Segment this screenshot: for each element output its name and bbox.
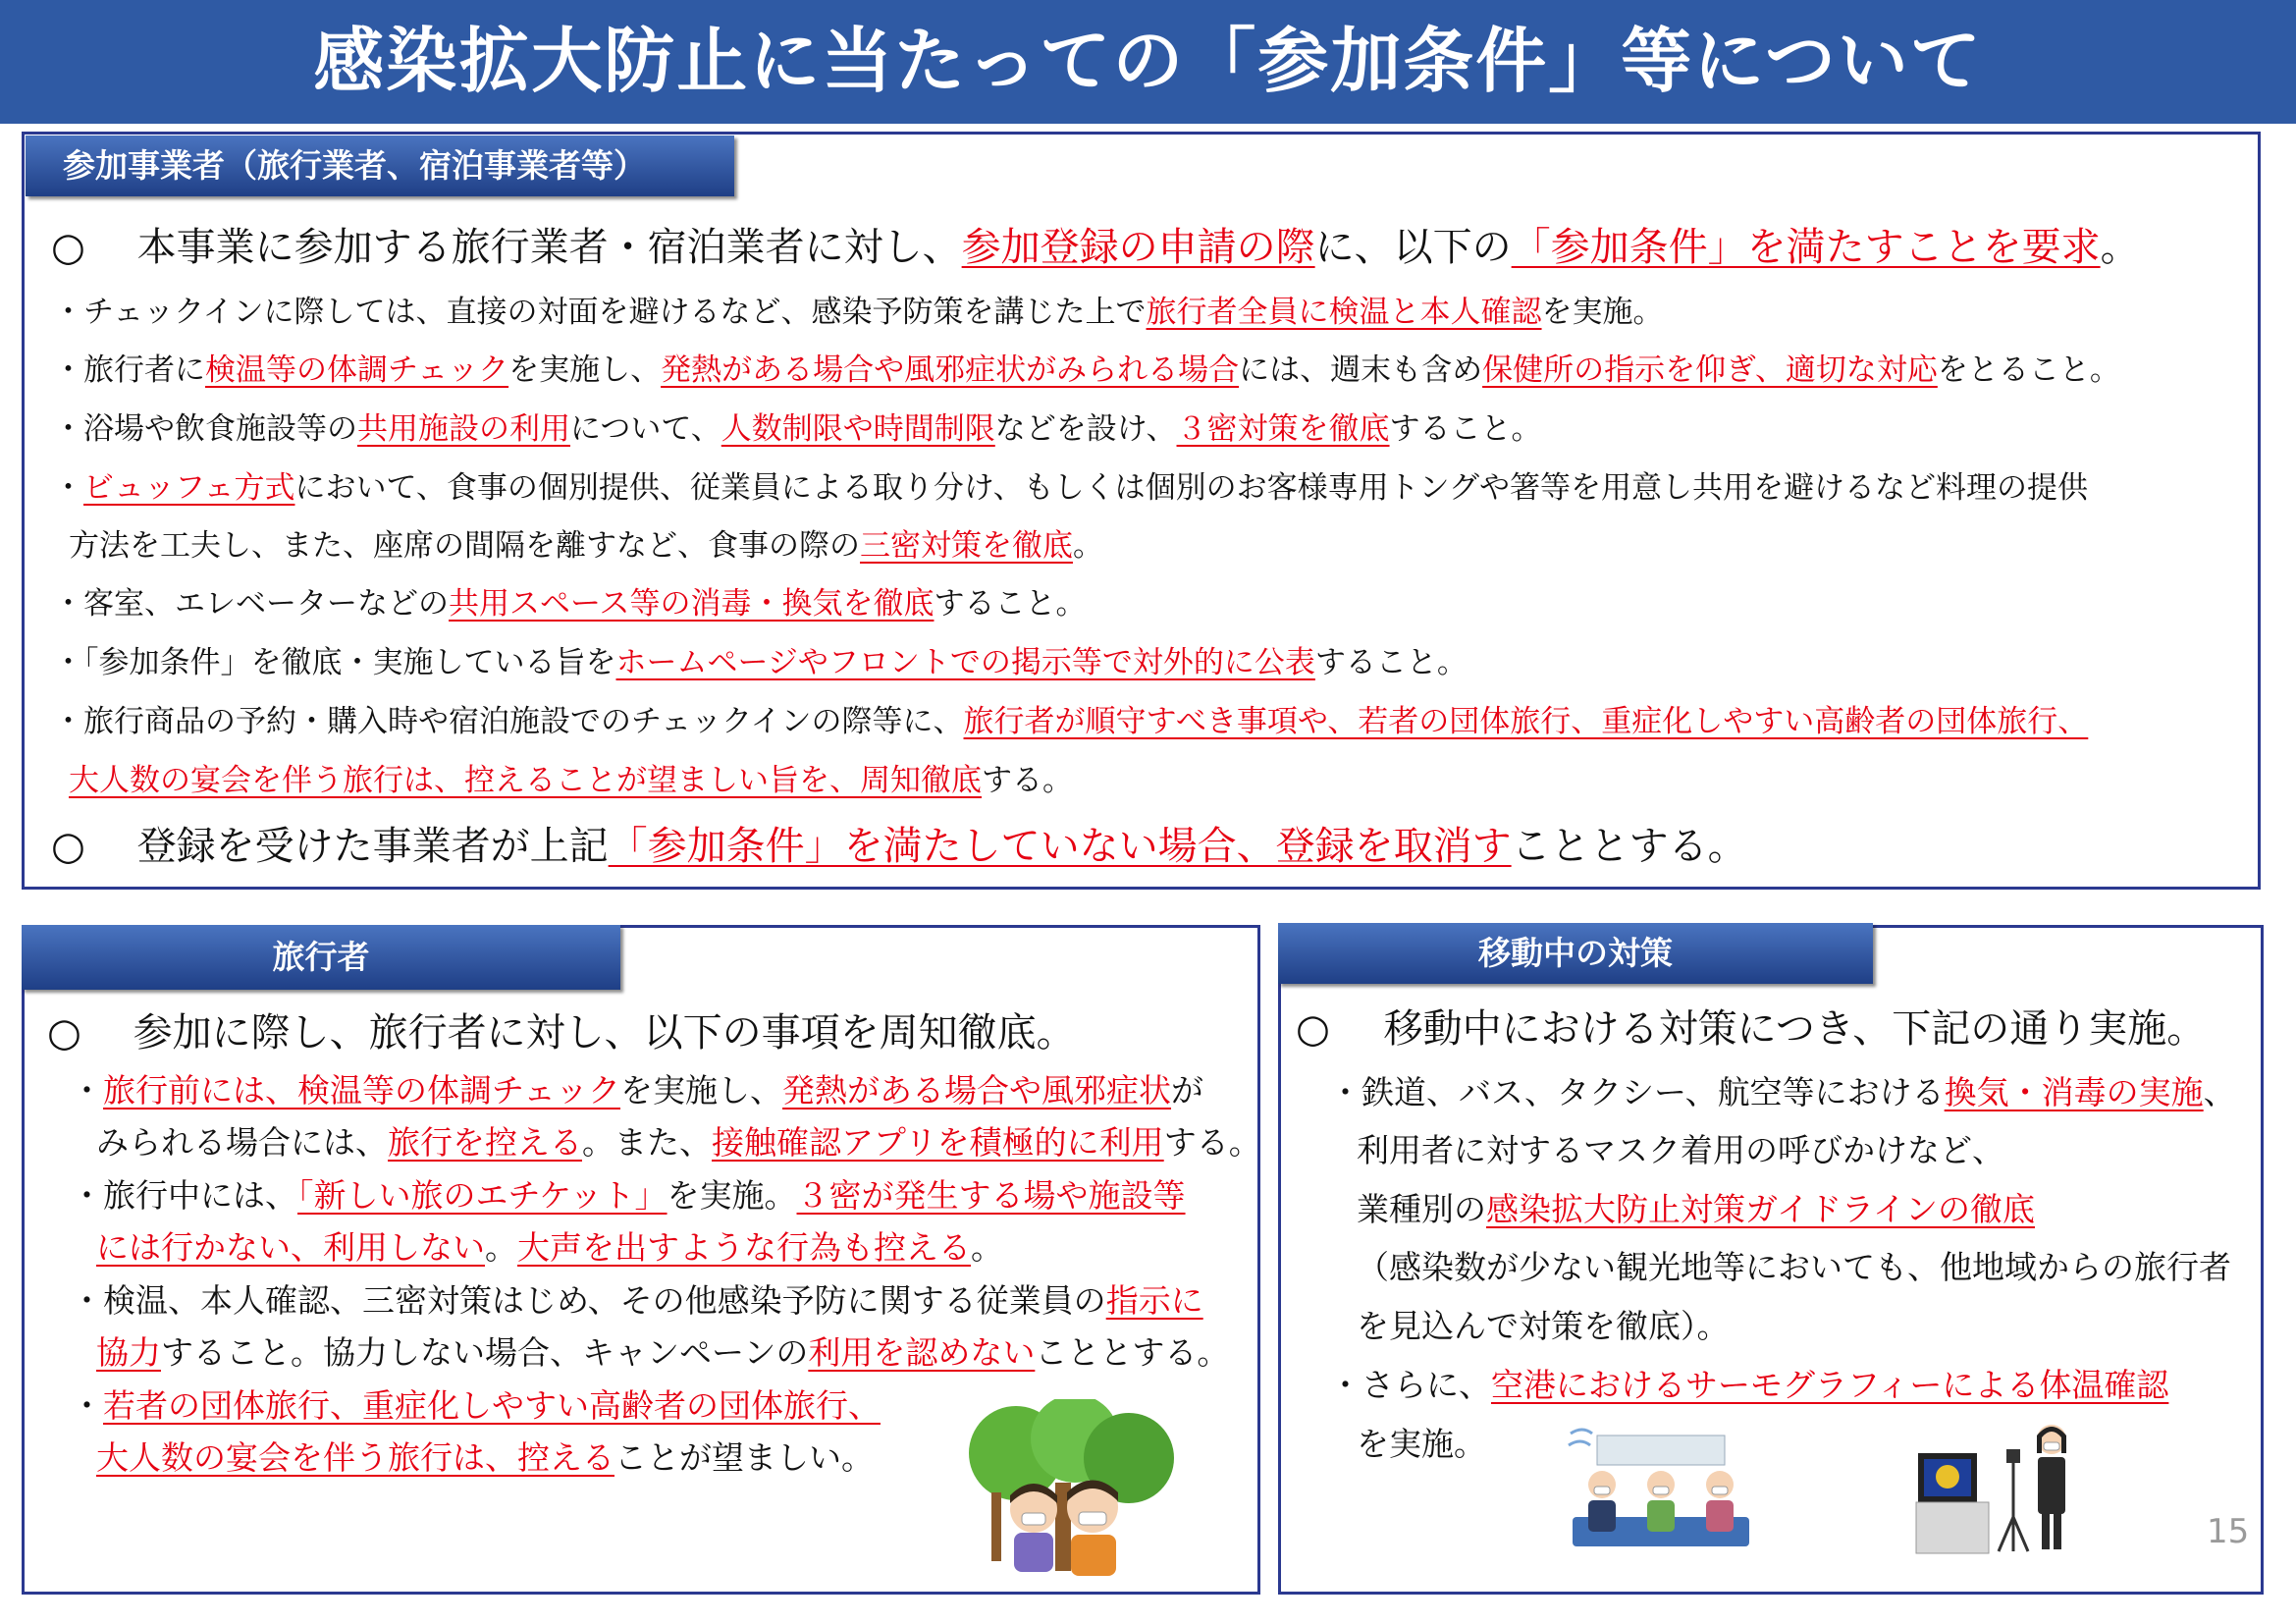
circle-bullet: ○ xyxy=(51,824,85,869)
top-item-shared-facilities: ・浴場や飲食施設等の共用施設の利用について、人数制限や時間制限などを設け、３密対策を徹底すること。 xyxy=(53,411,1542,447)
right-item-thermography: ・さらに、空港におけるサーモグラフィーによる体温確認 xyxy=(1329,1366,2169,1404)
top-item-buffet-cont: 方法を工夫し、また、座席の間隔を離すなど、食事の際の三密対策を徹底。 xyxy=(69,528,1103,564)
left-item-during-travel: ・旅行中には、「新しい旅のエチケット」を実施。３密が発生する場や施設等 xyxy=(71,1176,1186,1215)
top-item-notice: ・旅行商品の予約・購入時や宿泊施設でのチェックインの際等に、旅行者が順守すべき事項や、若者の団体旅行、重症化しやすい高齢者の団体旅行、 xyxy=(53,704,2089,739)
travelers-tab: 旅行者 xyxy=(22,925,620,990)
left-item-group-travel-cont: 大人数の宴会を伴う旅行は、控えることが望ましい。 xyxy=(96,1438,874,1477)
left-item-cooperation: ・検温、本人確認、三密対策はじめ、その他感染予防に関する従業員の指示に xyxy=(71,1281,1203,1320)
masked-passengers-illustration xyxy=(1563,1424,1759,1561)
top-item-checkin: ・チェックインに際しては、直接の対面を避けるなど、感染予防策を講じた上で旅行者全員に検温と本人確認を実施。 xyxy=(53,295,1664,330)
top-item-disinfection: ・客室、エレベーターなどの共用スペース等の消毒・換気を徹底すること。 xyxy=(53,586,1087,622)
title-bar xyxy=(0,0,2296,124)
top-item-health-check: ・旅行者に検温等の体調チェックを実施し、発熱がある場合や風邪症状がみられる場合には、週末も含め保健所の指示を仰ぎ、適切な対応をとること。 xyxy=(53,352,2120,388)
circle-bullet: ○ xyxy=(51,225,85,270)
top-lead-line: ○ 本事業に参加する旅行業者・宿泊業者に対し、参加登録の申請の際に、以下の「参加条件」を満たすことを要求。 xyxy=(51,225,2140,270)
right-lead-line: ○ 移動中における対策につき、下記の通り実施。 xyxy=(1296,1006,2207,1052)
top-item-buffet: ・ビュッフェ方式において、食事の個別提供、従業員による取り分け、もしくは個別のお客様専用トングや箸等を用意し共用を避けるなど料理の提供 xyxy=(53,470,2088,506)
top-item-notice-cont: 大人数の宴会を伴う旅行は、控えることが望ましい旨を、周知徹底する。 xyxy=(69,763,1073,798)
participating-businesses-tab: 参加事業者（旅行業者、宿泊事業者等） xyxy=(26,135,734,196)
page-title: 感染拡大防止に当たっての「参加条件」等について xyxy=(313,20,1983,102)
circle-bullet: ○ xyxy=(1296,1006,1330,1052)
right-item-guideline: 業種別の感染拡大防止対策ガイドラインの徹底 xyxy=(1357,1190,2036,1228)
left-item-before-travel-cont: みられる場合には、旅行を控える。また、接触確認アプリを積極的に利用する。 xyxy=(96,1123,1261,1162)
circle-bullet: ○ xyxy=(47,1010,81,1056)
right-item-ventilation: ・鉄道、バス、タクシー、航空等における換気・消毒の実施、 xyxy=(1329,1073,2236,1111)
page-number: 15 xyxy=(2207,1512,2250,1551)
top-closing-line: ○ 登録を受けた事業者が上記「参加条件」を満たしていない場合、登録を取消すこととする。 xyxy=(51,824,1747,869)
in-transit-measures-tab: 移動中の対策 xyxy=(1278,923,1873,984)
masked-hikers-illustration xyxy=(957,1399,1183,1581)
thermography-illustration xyxy=(1914,1414,2081,1561)
right-item-mask-call: 利用者に対するマスク着用の呼びかけなど、 xyxy=(1357,1131,2004,1169)
left-item-group-travel: ・若者の団体旅行、重症化しやすい高齢者の団体旅行、 xyxy=(71,1386,881,1425)
top-item-publish: ・「参加条件」を徹底・実施している旨をホームページやフロントでの掲示等で対外的に公表すること。 xyxy=(53,645,1468,680)
left-item-cooperation-cont: 協力すること。協力しない場合、キャンペーンの利用を認めないこととする。 xyxy=(96,1333,1230,1372)
right-item-note-cont: を見込んで対策を徹底）。 xyxy=(1357,1307,1730,1345)
right-item-thermography-cont: を実施。 xyxy=(1357,1425,1486,1463)
left-item-before-travel: ・旅行前には、検温等の体調チェックを実施し、発熱がある場合や風邪症状が xyxy=(71,1071,1204,1110)
left-lead-line: ○ 参加に際し、旅行者に対し、以下の事項を周知徹底。 xyxy=(47,1010,1076,1056)
right-item-note: （感染数が少ない観光地等においても、他地域からの旅行者 xyxy=(1357,1248,2231,1286)
left-item-during-travel-cont: には行かない、利用しない。大声を出すような行為も控える。 xyxy=(96,1228,1003,1267)
